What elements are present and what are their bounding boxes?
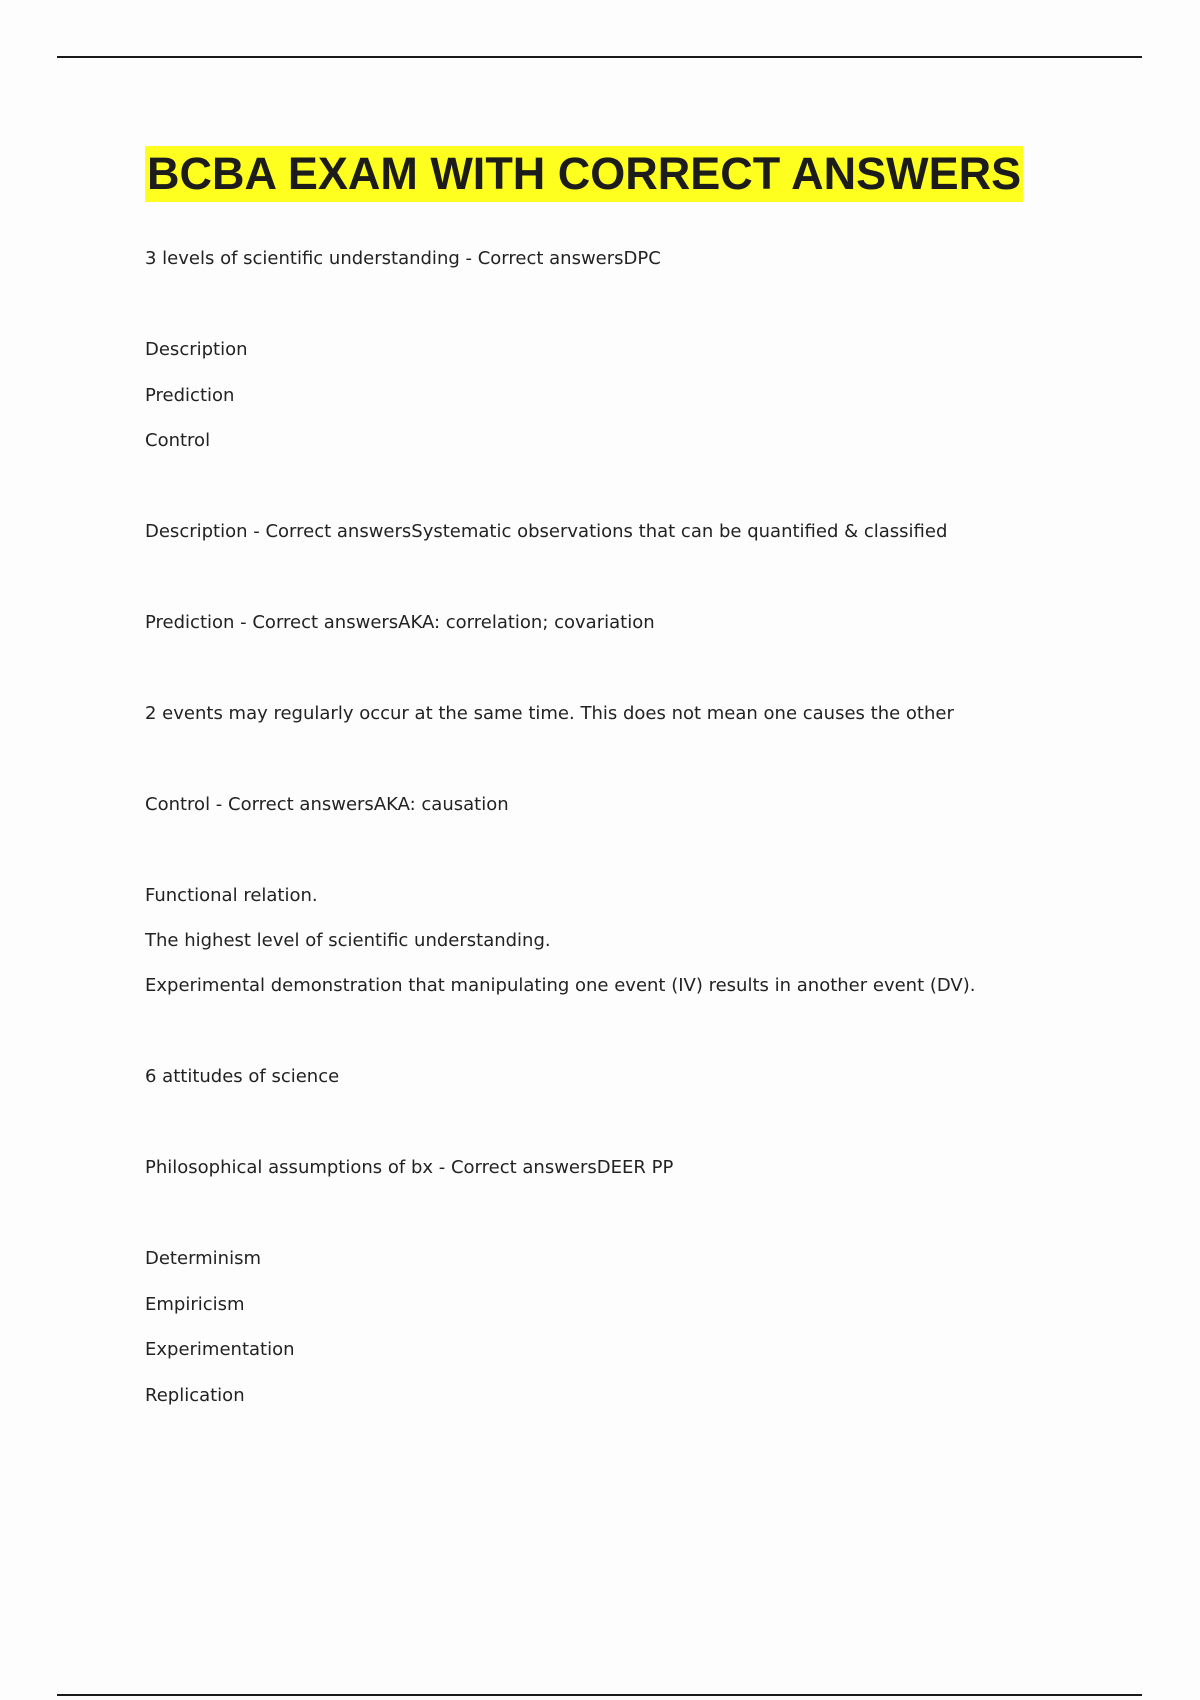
top-divider: [57, 56, 1142, 58]
text-line: The highest level of scientific understanding.: [145, 930, 551, 951]
text-line: Control - Correct answersAKA: causation: [145, 794, 509, 815]
text-line: Experimental demonstration that manipulating one event (IV) results in another event (DV).: [145, 975, 976, 996]
text-line: Control: [145, 430, 211, 451]
text-line: 2 events may regularly occur at the same time. This does not mean one causes the other: [145, 703, 954, 724]
text-line: Determinism: [145, 1248, 262, 1269]
text-line: Description - Correct answersSystematic observations that can be quantified & classified: [145, 521, 948, 542]
text-line: 3 levels of scientific understanding - Correct answersDPC: [145, 248, 661, 269]
text-line: Functional relation.: [145, 885, 318, 906]
document-title: BCBA EXAM WITH CORRECT ANSWERS: [145, 146, 1023, 202]
text-line: Experimentation: [145, 1339, 295, 1360]
text-line: Prediction - Correct answersAKA: correlation; covariation: [145, 612, 655, 633]
text-line: Description: [145, 339, 248, 360]
text-line: Philosophical assumptions of bx - Correct answersDEER PP: [145, 1157, 674, 1178]
text-line: 6 attitudes of science: [145, 1066, 340, 1087]
text-line: Replication: [145, 1385, 245, 1406]
text-line: Empiricism: [145, 1294, 245, 1315]
bottom-divider: [57, 1694, 1142, 1696]
text-line: Prediction: [145, 385, 235, 406]
